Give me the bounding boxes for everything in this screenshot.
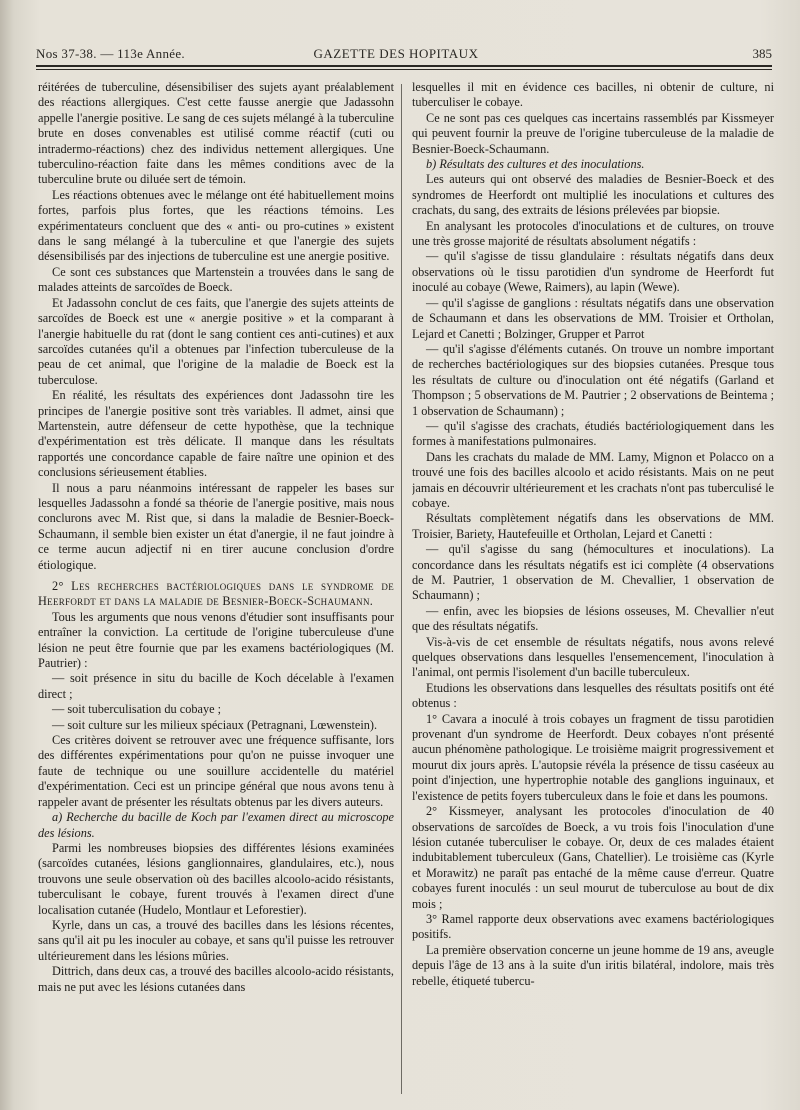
running-header <box>20 44 772 66</box>
subheading <box>412 157 774 172</box>
journal-title: GAZETTE DES HOPITAUX <box>313 46 479 61</box>
list-item: — qu'il s'agisse de tissu glandulaire : résultats négatifs dans deux observations où le tissu parotidien d'un syndrome de Heerfordt fut inoculé au cobaye (Wewe, Raimers), au lapin (Wewe). <box>412 249 774 295</box>
subheading-text: a) Recherche du bacille de Koch par l'examen direct au microscope des lésions. <box>38 810 394 840</box>
left-column <box>38 80 394 1100</box>
paragraph: Les réactions obtenues avec le mélange ont été habituellement moins fortes, parfois plus fortes, que les réactions témoins. Les expérimentateurs concluent que des « anti- ou pro-cutines » existent dans le sang mélangé à la tuberculine et que l'anergie des sujets désensibilisés par des injections de tuberculine est une anergie positive. <box>38 187 394 264</box>
paragraph: Kyrle, dans un cas, a trouvé des bacilles dans les lésions récentes, sans qu'il ait pu les inoculer au cobaye, et sans qu'il puisse les retrouver ultérieurement dans les lésions mûries. <box>38 917 394 963</box>
list-item: — soit culture sur les milieux spéciaux (Petragnani, Lœwenstein). <box>52 717 378 732</box>
paragraph: En analysant les protocoles d'inoculations et de cultures, on trouve une très grosse majorité de résultats absolument négatifs : <box>412 218 774 249</box>
paragraph: Ce sont ces substances que Martenstein a trouvées dans le sang de malades atteints de sarcoïdes de Boeck. <box>38 264 394 295</box>
list-item: — qu'il s'agisse de ganglions : résultats négatifs dans une observation de Schaumann et dans les observations de MM. Troisier et Ortholan, Lejard et Canetti ; Bolzinger, Grupper et Parrot <box>412 295 774 341</box>
paragraph: Il nous a paru néanmoins intéressant de rappeler les bases sur lesquelles Jadassohn a fondé sa théorie de l'anergie positive, mais nous conclurons avec M. Rist que, si dans la maladie de Besnier-Boeck-Schaumann, il semble bien exister un état d'anergie, il ne faut joindre à ce terme aucun adjectif ni en tirer aucune conclusion d'ordre étiologique. <box>38 480 394 572</box>
paragraph: Dans les crachats du malade de MM. Lamy, Mignon et Polacco on a trouvé une fois des bacilles alcoolo et acido résistants. Mais on ne peut jamais en découvrir ultérieurement et les crachats n'ont pas tuberculisé le cobaye. <box>412 449 774 510</box>
list-item: — enfin, avec les biopsies de lésions osseuses, M. Chevallier n'eut que des résultats négatifs. <box>412 603 774 634</box>
paragraph: Tous les arguments que nous venons d'étudier sont insuffisants pour entraîner la conviction. La certitude de l'origine tuberculeuse d'une lésion ne peut être fournie que par les examens bactériologiques (M. Pautrier) : <box>38 609 394 671</box>
paragraph: Dittrich, dans deux cas, a trouvé des bacilles alcoolo-acido résistants, mais ne put avec les lésions cutanées dans <box>38 964 394 994</box>
list-item: — qu'il s'agisse des crachats, étudiés bactériologiquement dans les formes à manifestations pulmonaires. <box>412 418 774 449</box>
paragraph: 3° Ramel rapporte deux observations avec examens bactériologiques positifs. <box>412 911 774 942</box>
paragraph: 2° Kissmeyer, analysant les protocoles d'inoculation de 40 observations de sarcoïdes de Boeck, a vu trois fois l'inoculation d'une lésion cutanée tuberculiser le cobaye. Or, deux de ces malades étaient indubitablement tuberculeux (Gans, Chatellier). Le troisième cas (Kyrle et Morawitz) ne paraît pas entaché de la même cause d'erreur. Quatre cobayes furent inoculés : un seul mourut de tuberculose au bout de dix mois ; <box>412 804 774 911</box>
section-heading: 2° Les recherches bactériologiques dans le syndrome de Heerfordt et dans la maladie de Besnier-Boeck-Schaumann. <box>38 579 394 609</box>
list-item: — soit présence in situ du bacille de Koch décelable à l'examen direct ; <box>38 671 394 701</box>
list-item: — qu'il s'agisse du sang (hémocultures et inoculations). La concordance dans les résultats négatifs est ici complète (4 observations de M. Pautrier, 1 observation de M. Chevallier, 1 observation de Schaumann) ; <box>412 542 774 603</box>
paragraph: Etudions les observations dans lesquelles des résultats positifs ont été obtenus : <box>412 680 774 711</box>
page-number: 385 <box>752 46 772 61</box>
paragraph: Vis-à-vis de cet ensemble de résultats négatifs, nous avons relevé quelques observations dans lesquelles l'ensemencement, l'inoculation à l'animal, ont permis l'isolement d'un bacille tuberculeux. <box>412 634 774 680</box>
paragraph: En réalité, les résultats des expériences dont Jadassohn tire les principes de l'anergie positive sont très variables. Il admet, ainsi que Martenstein, autre défenseur de cette hypothèse, que la technique d'expérimentation est très délicate. Il manque dans les résultats rapportés une concordance capable de faire naître une opinion et des conclusions sérieusement établies. <box>38 388 394 480</box>
paragraph: 1° Cavara a inoculé à trois cobayes un fragment de tissu parotidien provenant d'un syndrome de Heerfordt. Deux cobayes n'ont présenté aucun phénomène pathologique. Le troisième maigrit progressivement et mourut dix jours après. L'autopsie révéla la présence de tissu caséeux au point d'injection, une hypertrophie notable des ganglions inguinaux, et l'existence de petits foyers tuberculeux dans le foie et dans les poumons. <box>412 711 774 803</box>
paragraph: Parmi les nombreuses biopsies des différentes lésions examinées (sarcoïdes cutanées, lésions ganglionnaires, glandulaires, etc.), nous trouvons une seule observation où des bacilles alcoolo-acido résistants, tuberculisant le cobaye, furent trouvés à l'examen direct d'une localisation cutanée (Hudelo, Montlaur et Leforestier). <box>38 840 394 917</box>
header-rule <box>36 65 772 67</box>
list-item: — qu'il s'agisse d'éléments cutanés. On trouve un nombre important de recherches bactériologiques sur des biopsies cutanées. Presque tous les résultats de culture ou d'inoculation ont été négatifs (Garland et Thompson ; 5 observations de M. Pautrier ; 2 observations de Beintema ; 1 observation de Schaumann) ; <box>412 341 774 418</box>
right-column <box>412 80 774 1100</box>
paragraph: Ce ne sont pas ces quelques cas incertains rassemblés par Kissmeyer qui peuvent fournir la preuve de l'origine tuberculeuse de la maladie de Besnier-Boeck-Schaumann. <box>412 110 774 156</box>
header-rule-thin <box>36 69 772 70</box>
paragraph: Les auteurs qui ont observé des maladies de Besnier-Boeck et des syndromes de Heerfordt ont multiplié les inoculations et cultures des crachats, du sang, des extraits de lésions prélevées par biopsie. <box>412 172 774 218</box>
paragraph: Ces critères doivent se retrouver avec une fréquence suffisante, lors des différentes expérimentations pour qu'on ne puisse invoquer une faute de technique ou une souillure accidentelle du matériel d'expérimentation. Ceci est un principe général que nous avons tenu à rappeler avant de présenter les résultats obtenus par les divers auteurs. <box>38 733 394 809</box>
column-divider <box>401 84 402 1094</box>
subheading <box>38 810 394 841</box>
paragraph: La première observation concerne un jeune homme de 19 ans, aveugle depuis l'âge de 13 ans à la suite d'un iritis bilatéral, indolore, mais très rebelle, étiqueté tubercu- <box>412 942 774 988</box>
paragraph: lesquelles il mit en évidence ces bacilles, ni obtenir de culture, ni tuberculiser le cobaye. <box>412 80 774 110</box>
paragraph: réitérées de tuberculine, désensibiliser des sujets ayant préalablement des réactions allergiques. C'est cette fausse anergie que Jadassohn appelle l'anergie positive. Le sang de ces sujets mélangé à la tuberculine brute en doses convenables est utilisé comme réactif (cuti ou intradermo-réactions) chez des individus nettement allergiques. Une tuberculino-réaction faite dans les mêmes conditions avec de la tuberculine brute ou diluée sert de témoin. <box>38 80 394 187</box>
subheading-text: b) Résultats des cultures et des inoculations. <box>426 157 645 172</box>
list-item: — soit tuberculisation du cobaye ; <box>52 702 222 717</box>
paragraph: Résultats complètement négatifs dans les observations de MM. Troisier, Bariety, Hautefeuille et Ortholan, Lejard et Canetti : <box>412 511 774 541</box>
issue-number: Nos 37-38. — 113e Année. <box>36 46 185 61</box>
paragraph: Et Jadassohn conclut de ces faits, que l'anergie des sujets atteints de sarcoïdes de Boeck est une « anergie positive » et la comparant à l'anergie habituelle du rat (dont le sang contient ces anti-cutines) et aux sarcoïdes cutanées qu'il a obtenues par l'infection tuberculeuse de la peau de cet animal, que l'origine de la maladie de Boeck est la tuberculose. <box>38 295 394 387</box>
